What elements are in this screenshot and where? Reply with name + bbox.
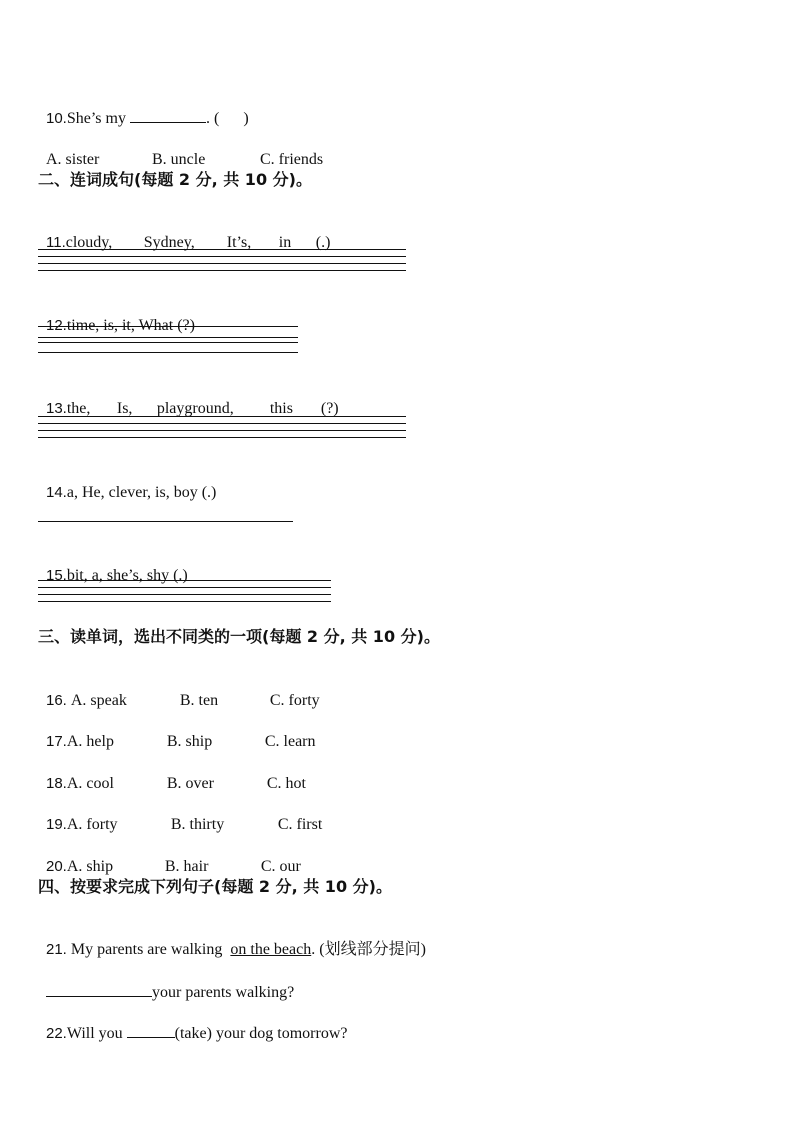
answer-lines-12[interactable] [38, 326, 298, 359]
option-a: A. help [66, 733, 114, 750]
answer-line[interactable] [38, 342, 298, 343]
word: cloudy, [65, 234, 113, 251]
answer-line[interactable] [38, 263, 406, 264]
question-number: 15. [46, 567, 67, 584]
option-b: B. ship [166, 733, 213, 750]
question-number: 22. [46, 1025, 67, 1042]
word: Is, [116, 400, 133, 417]
words: bit, a, she’s, shy (.) [66, 567, 188, 584]
option-b: B. thirty [170, 816, 225, 833]
words: time, is, it, What (?) [66, 317, 195, 334]
option-b: B. ten [179, 692, 219, 709]
option-c: C. friends [260, 151, 324, 168]
answer-line[interactable] [38, 416, 406, 417]
option-a: A. cool [66, 775, 114, 792]
option-a: A. forty [66, 816, 118, 833]
question-number: 10. [46, 110, 67, 127]
word: in [278, 234, 292, 251]
option-b: B. over [166, 775, 214, 792]
option-a: A. ship [66, 858, 114, 875]
question-number: 16. [46, 692, 67, 709]
question-number: 19. [46, 816, 67, 833]
question-11 [38, 213, 330, 253]
answer-blank[interactable] [46, 982, 152, 997]
answer-line[interactable] [38, 521, 293, 522]
question-number: 20. [46, 858, 67, 875]
question-19 [38, 795, 322, 835]
question-17 [38, 712, 316, 752]
question-21 [38, 920, 426, 960]
question-20 [38, 837, 301, 877]
question-number: 12. [46, 317, 67, 334]
question-text: She’s my [66, 110, 126, 127]
question-tail: . ( ) [205, 110, 249, 127]
question-number: 17. [46, 733, 67, 750]
words: a, He, clever, is, boy (.) [66, 484, 217, 501]
option-c: C. hot [266, 775, 306, 792]
section-2-heading: 二、连词成句(每题 2 分, 共 10 分)。 [38, 170, 312, 189]
question-21-answer [38, 962, 294, 1003]
question-16 [38, 671, 320, 711]
word: (.) [315, 234, 331, 251]
word: playground, [156, 400, 234, 417]
answer-line[interactable] [38, 587, 331, 588]
section-3-heading: 三、读单词，选出不同类的一项(每题 2 分, 共 10 分)。 [38, 627, 440, 646]
question-22 [38, 1003, 348, 1044]
answer-tail: your parents walking? [152, 984, 295, 1001]
answer-line[interactable] [38, 270, 406, 271]
option-a: A. speak [70, 692, 127, 709]
word: It’s, [226, 234, 252, 251]
answer-line[interactable] [38, 423, 406, 424]
answer-line[interactable] [38, 430, 406, 431]
answer-blank[interactable] [127, 1023, 175, 1038]
option-c: C. our [260, 858, 301, 875]
answer-lines-11[interactable] [38, 249, 406, 277]
word: the, [66, 400, 91, 417]
answer-line[interactable] [38, 594, 331, 595]
question-number: 13. [46, 400, 67, 417]
word: (?) [320, 400, 339, 417]
question-tail: . (划线部分提问) [311, 941, 426, 958]
section-4-heading: 四、按要求完成下列句子(每题 2 分, 共 10 分)。 [38, 877, 392, 896]
option-c: C. learn [264, 733, 316, 750]
option-a: A. sister [46, 151, 100, 168]
answer-lines-13[interactable] [38, 416, 406, 444]
question-number: 21. [46, 941, 67, 958]
answer-line[interactable] [38, 580, 331, 581]
answer-blank[interactable] [130, 108, 206, 123]
answer-line[interactable] [38, 337, 298, 338]
question-text: Will you [66, 1025, 123, 1042]
question-10-options [38, 130, 323, 170]
question-number: 18. [46, 775, 67, 792]
word: Sydney, [143, 234, 195, 251]
answer-line[interactable] [38, 601, 331, 602]
option-b: B. uncle [152, 151, 206, 168]
question-tail: (take) your dog tomorrow? [174, 1025, 348, 1042]
answer-line[interactable] [38, 352, 298, 353]
answer-line[interactable] [38, 437, 406, 438]
answer-line[interactable] [38, 249, 406, 250]
answer-line[interactable] [38, 256, 406, 257]
word: this [269, 400, 293, 417]
question-10 [38, 88, 249, 129]
underlined-phrase: on the beach [230, 941, 312, 958]
option-c: C. forty [269, 692, 320, 709]
question-18 [38, 754, 306, 794]
answer-lines-15[interactable] [38, 580, 331, 608]
question-number: 11. [46, 234, 66, 251]
option-c: C. first [277, 816, 323, 833]
question-text: My parents are walking [70, 941, 223, 958]
option-b: B. hair [164, 858, 209, 875]
question-14 [38, 463, 216, 503]
question-13 [38, 379, 339, 419]
question-number: 14. [46, 484, 67, 501]
answer-line[interactable] [38, 326, 298, 327]
answer-lines-14[interactable] [38, 521, 293, 528]
